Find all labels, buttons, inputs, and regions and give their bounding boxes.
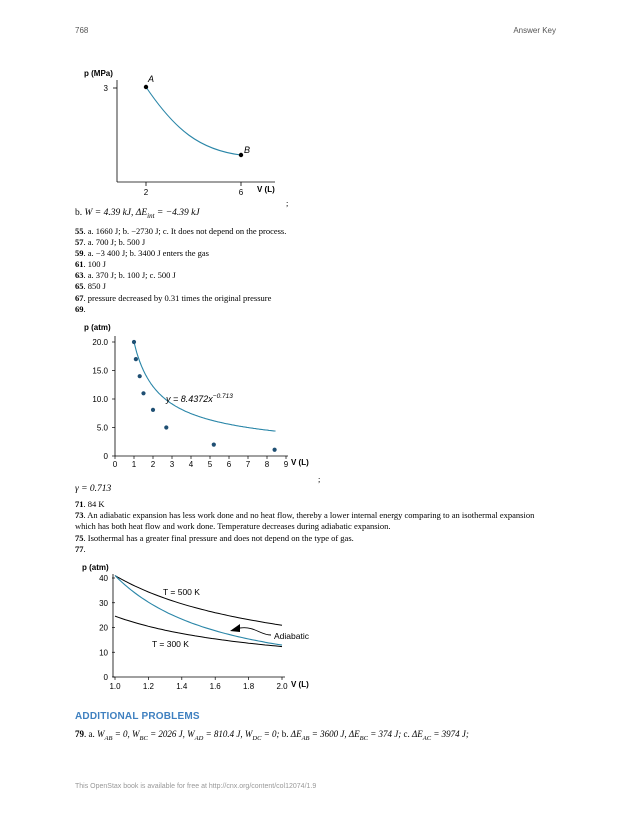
point-b-label: B: [244, 145, 251, 155]
answer-69: 69.: [75, 304, 86, 314]
fig2-xtick: 7: [245, 460, 251, 469]
fig3-xtick: 1.2: [142, 682, 154, 691]
figure-pv-mpa: [70, 62, 300, 202]
footer-text: This OpenStax book is available for free at http://cnx.org/content/col12074/1.9: [75, 783, 317, 790]
fig2-xtick: 3: [169, 460, 175, 469]
fig1-xlabel: V (L): [257, 185, 275, 194]
fig2-data-point: [164, 425, 168, 429]
fig2-ytick: 20.0: [92, 338, 108, 347]
fig2-data-point: [141, 391, 145, 395]
fig2-trailing: ;: [318, 474, 321, 484]
fig2-ytick: 10.0: [92, 395, 108, 404]
fig2-data-point: [138, 374, 142, 378]
answer-67: 67. pressure decreased by 0.31 times the original pressure: [75, 293, 272, 303]
fig2-xtick: 4: [188, 460, 194, 469]
fig1-xtick-2: 2: [143, 188, 149, 197]
answer-54b: b. W = 4.39 kJ, $\Delta E_{int} = -4.39$ kJ: [75, 208, 200, 220]
fig2-xtick: 9: [283, 460, 289, 469]
answer-75: 75. Isothermal has a greater final pressure and does not depend on the type of gas.: [75, 533, 354, 543]
fig1-ylabel: p (MPa): [84, 69, 113, 78]
figure-isotherms-adiabatic: [70, 558, 330, 698]
fig2-data-point: [273, 448, 277, 452]
fig3-ytick: 10: [99, 648, 108, 658]
adiabatic-line: [115, 576, 282, 646]
point-a: [144, 85, 148, 89]
fig2-ylabel: p (atm): [84, 323, 111, 332]
fig3-xtick: 2.0: [276, 682, 288, 691]
answer-73: 73. An adiabatic expansion has less work done and no heat flow, thereby a lower internal energy comparing to an isothermal expansion which has both heat flow and work done. Temperature decreases during adiabatic expansion.: [75, 510, 535, 531]
answer-61: 61. 100 J: [75, 259, 106, 269]
label-t500: T = 500 K: [163, 587, 200, 597]
fig3-ytick: 20: [99, 623, 108, 633]
answer-77: 77.: [75, 544, 86, 554]
fig2-data-point: [151, 408, 155, 412]
figure-pv-fit: [70, 318, 330, 474]
label-adiabatic: Adiabatic: [274, 631, 309, 641]
fig3-ylabel: p (atm): [82, 563, 109, 572]
isotherm-500k-line: [115, 576, 282, 626]
fig2-annotation: $y = 8.4372x^{-0.713}$: [166, 393, 233, 404]
fig2-ytick: 0: [103, 452, 108, 461]
fig2-xtick: 8: [264, 460, 270, 469]
fig2-xtick: 0: [112, 460, 118, 469]
fig2-data-point: [134, 357, 138, 361]
answer-gamma: γ = 0.713: [75, 484, 112, 494]
fig3-xlabel: V (L): [291, 680, 309, 689]
answer-55: 55. a. 1660 J; b. −2730 J; c. It does not depend on the process.: [75, 226, 287, 236]
point-b: [239, 153, 243, 157]
fig2-ytick: 15.0: [92, 366, 108, 376]
fig2-xtick: 2: [150, 460, 156, 469]
adiabatic-pointer-arrow: [240, 628, 271, 635]
fig2-ytick: 5.0: [96, 423, 108, 433]
fig3-xtick: 1.8: [243, 682, 255, 691]
answer-79: 79. a. $W_{AB} = 0$, $W_{BC} = 2026$ J, $W_{AD} = 810.4$ J, $W_{DC} = 0$; b. $\Delta E_{AB} = 3600$ J, $\Delta E_{BC} = 374$ J; c. $\Delta E_{AC} = 3974$ J;: [75, 729, 469, 742]
answer-65: 65. 850 J: [75, 281, 106, 291]
fig2-xtick: 1: [131, 460, 137, 469]
page-number: 768: [75, 26, 89, 35]
answer-59: 59. a. −3 400 J; b. 3400 J enters the gas: [75, 248, 209, 258]
fig1-curve: [146, 87, 241, 155]
fig2-data-point: [212, 443, 216, 447]
answer-63: 63. a. 370 J; b. 100 J; c. 500 J: [75, 270, 176, 280]
fig1-xtick-6: 6: [238, 188, 244, 197]
fig3-xtick: 1.4: [176, 682, 188, 691]
point-a-label: A: [148, 74, 155, 84]
label-t300: T = 300 K: [152, 639, 189, 649]
running-header: Answer Key: [513, 26, 556, 35]
fig3-xtick: 1.6: [209, 682, 221, 691]
section-heading: ADDITIONAL PROBLEMS: [75, 711, 200, 722]
fig2-fit-curve: [134, 342, 276, 431]
adiabatic-arrowhead: [230, 624, 240, 632]
fig1-trailing: ;: [286, 198, 289, 208]
fig2-xlabel: V (L): [291, 458, 309, 467]
answer-57: 57. a. 700 J; b. 500 J: [75, 237, 146, 247]
fig3-ytick: 40: [99, 574, 108, 583]
fig3-ytick: 30: [99, 598, 108, 608]
fig2-data-point: [132, 340, 136, 344]
fig2-xtick: 5: [207, 460, 213, 469]
fig3-ytick: 0: [103, 673, 108, 682]
answer-71: 71. 84 K: [75, 499, 105, 509]
fig2-xtick: 6: [226, 460, 232, 469]
fig3-xtick: 1.0: [109, 682, 121, 691]
fig1-ytick: 3: [103, 84, 108, 93]
